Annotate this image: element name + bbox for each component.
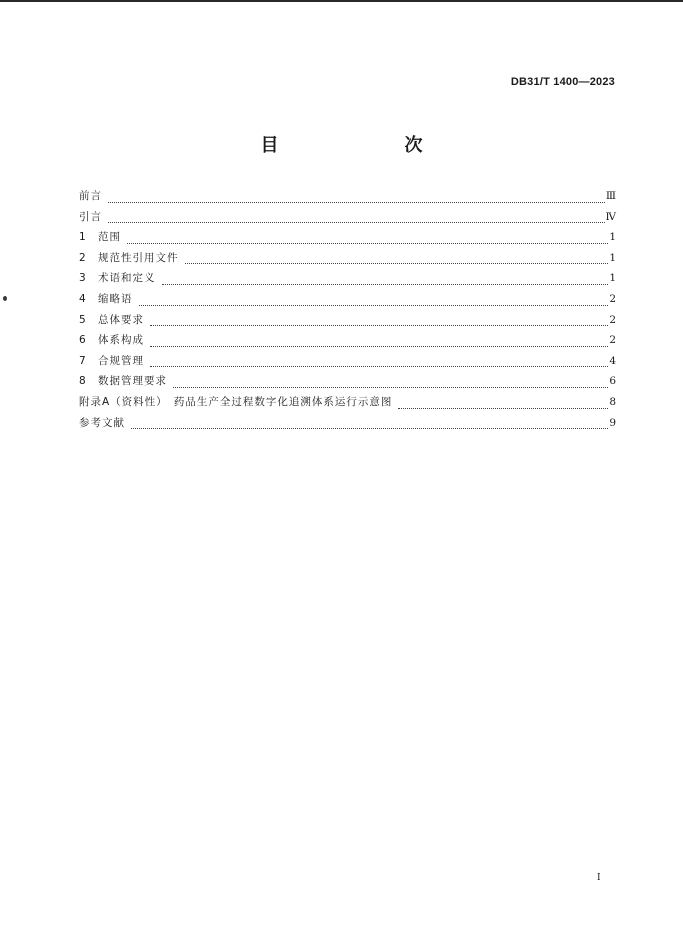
toc-entry-page: 1 [609,251,616,264]
toc-entry-number: 2 [79,251,86,264]
toc-entry-introduction[interactable] [79,210,616,231]
toc-entry-label: 规范性引用文件 [98,251,179,264]
table-of-contents [79,189,616,436]
toc-entry-bibliography[interactable] [79,416,616,437]
top-rule [0,0,683,2]
toc-entry-general-requirements[interactable] [79,313,616,334]
toc-entry-label: 合规管理 [98,354,144,367]
toc-entry-label: 范围 [98,231,121,244]
dot-leader [127,243,608,244]
toc-entry-data-management[interactable] [79,374,616,395]
toc-entry-page: 9 [609,416,616,429]
page-title: 目 次 [260,135,453,156]
toc-entry-normative-references[interactable] [79,251,616,272]
toc-entry-number: 8 [79,375,86,388]
toc-entry-label: 体系构成 [98,334,144,347]
toc-entry-page: 1 [609,231,616,244]
toc-entry-label: 缩略语 [98,292,133,305]
toc-entry-scope[interactable] [79,230,616,251]
dot-leader [162,284,609,285]
toc-entry-page: 1 [609,272,616,285]
toc-entry-label: 术语和定义 [98,272,156,285]
toc-entry-page: 2 [609,292,616,305]
toc-entry-number: 7 [79,354,86,367]
dot-leader [108,222,605,223]
dot-leader [131,428,608,429]
page-number: I [597,873,601,883]
toc-entry-abbreviations[interactable] [79,292,616,313]
toc-entry-label: 总体要求 [98,313,144,326]
toc-entry-label: 附录A（资料性） 药品生产全过程数字化追溯体系运行示意图 [79,395,393,408]
toc-entry-label: 前言 [79,190,102,202]
toc-entry-page: 2 [609,334,616,347]
dot-leader [150,346,608,347]
toc-entry-page: Ⅳ [605,210,616,223]
dot-leader [185,263,609,264]
toc-entry-label: 参考文献 [79,416,125,429]
scan-mark [3,296,7,301]
toc-entry-number: 5 [79,313,86,326]
toc-entry-number: 4 [79,292,86,305]
dot-leader [108,202,605,203]
toc-entry-page: 8 [609,395,616,408]
toc-entry-page: Ⅲ [605,190,616,202]
toc-entry-page: 4 [609,354,616,367]
toc-entry-number: 6 [79,334,86,347]
dot-leader [139,305,609,306]
toc-entry-number: 1 [79,231,86,244]
dot-leader [398,408,608,409]
dot-leader [150,325,608,326]
toc-entry-compliance-management[interactable] [79,354,616,375]
dot-leader [173,387,608,388]
toc-entry-system-structure[interactable] [79,333,616,354]
toc-entry-label: 引言 [79,210,102,223]
toc-entry-label: 数据管理要求 [98,375,167,388]
toc-entry-number: 3 [79,272,86,285]
toc-entry-appendix-a[interactable] [79,395,616,416]
toc-entry-foreword[interactable] [79,189,616,210]
standard-number: DB31/T 1400—2023 [510,76,615,88]
toc-entry-terms-definitions[interactable] [79,271,616,292]
toc-entry-page: 2 [609,313,616,326]
dot-leader [150,366,608,367]
toc-entry-page: 6 [609,375,616,388]
